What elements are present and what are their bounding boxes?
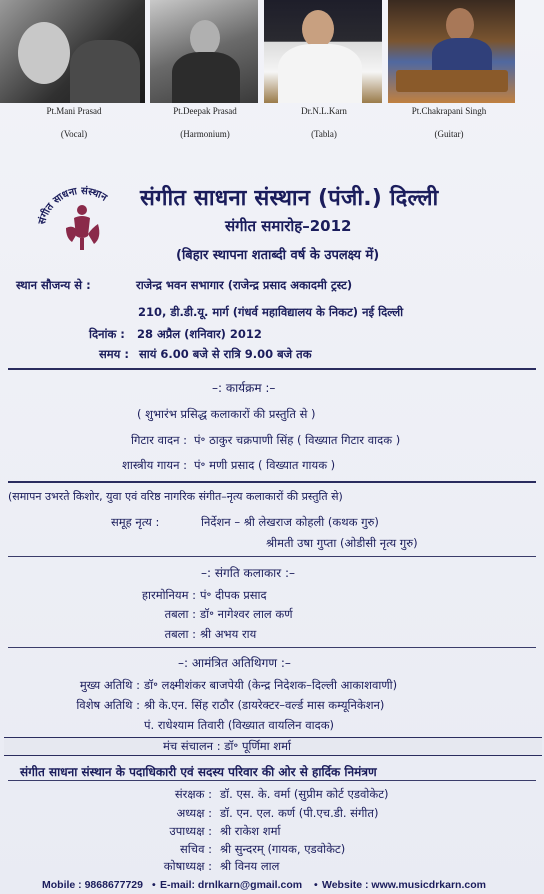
officer-label: उपाध्यक्ष : xyxy=(169,824,212,838)
contact-email[interactable]: E-mail: drnlkarn@gmail.com xyxy=(160,879,303,891)
divider xyxy=(8,481,536,483)
divider xyxy=(8,647,536,648)
guest-value: डॉ॰ लक्ष्मीशंकर बाजपेयी (केन्द्र निदेशक–दिल्ली आकाशवाणी) xyxy=(144,678,398,692)
artist-role: (Harmonium) xyxy=(180,129,230,139)
program-heading: –: कार्यक्रम :– xyxy=(212,381,276,395)
artist-name: Pt.Chakrapani Singh xyxy=(411,106,487,116)
divider xyxy=(8,780,536,781)
contact-website[interactable]: Website : www.musicdrkarn.com xyxy=(322,879,486,891)
guest-value: श्री के.एन. सिंह राठौर (डायरेक्टर–वर्ल्ड मास कम्यूनिकेशन) xyxy=(144,698,385,712)
artist-photo-deepak-prasad xyxy=(150,0,258,103)
artist-role: (Guitar) xyxy=(434,129,464,139)
institute-title: संगीत साधना संस्थान (पंजी.) दिल्ली xyxy=(140,186,439,211)
officer-value: डॉ. एन. एल. कर्ण (पी.एच.डी. संगीत) xyxy=(220,806,379,820)
event-date: 28 अप्रैल (शनिवार) 2012 xyxy=(137,327,262,341)
separator: • xyxy=(314,879,318,891)
artist-photo-mani-prasad xyxy=(0,0,145,103)
artist-name: Pt.Mani Prasad xyxy=(46,106,102,116)
accompanist-label: तबला : xyxy=(164,607,196,621)
program-item-value: पं॰ ठाकुर चक्रपाणी सिंह ( विख्यात गिटार वादक ) xyxy=(194,433,401,447)
accompanist-label: हारमोनियम : xyxy=(141,588,196,602)
contact-mobile: Mobile : 9868677729 xyxy=(42,879,143,891)
artist-name: Dr.N.L.Karn xyxy=(301,106,347,116)
event-occasion: (बिहार स्थापना शताब्दी वर्ष के उपलक्ष्य में) xyxy=(176,248,380,263)
artist-photo-chakrapani-singh xyxy=(388,0,515,103)
venue-label: स्थान सौजन्य से : xyxy=(16,278,91,292)
guest-label: मुख्य अतिथि : xyxy=(79,678,140,692)
accompanist-value: डॉ॰ नागेश्वर लाल कर्ण xyxy=(200,607,293,621)
officer-label: सचिव : xyxy=(180,842,212,856)
separator: • xyxy=(152,879,156,891)
officer-value: श्री सुन्दरम् (गायक, एडवोकेट) xyxy=(220,842,346,856)
institute-emblem-logo xyxy=(30,184,134,254)
officer-value: श्री विनय लाल xyxy=(220,859,280,873)
program-item-label: शास्त्रीय गायन : xyxy=(122,458,187,472)
divider xyxy=(8,556,536,557)
artist-photos xyxy=(0,0,544,104)
invitation-line: संगीत साधना संस्थान के पदाधिकारी एवं सदस्य परिवार की ओर से हार्दिक निमंत्रण xyxy=(20,765,377,779)
guests-heading: –: आमंत्रित अतिथिगण :– xyxy=(178,656,291,670)
artist-role: (Vocal) xyxy=(60,129,88,139)
officer-label: अध्यक्ष : xyxy=(176,806,212,820)
program-closing: (समापन उभरते किशोर, युवा एवं वरिष्ठ नागरिक संगीत–नृत्य कलाकारों की प्रस्तुति से) xyxy=(8,490,343,503)
guest-value: पं. राधेश्याम तिवारी (विख्यात वायलिन वादक) xyxy=(144,718,335,732)
program-item-label: गिटार वादन : xyxy=(131,433,187,447)
date-label: दिनांक : xyxy=(89,327,125,341)
program-intro: ( शुभारंभ प्रसिद्ध कलाकारों की प्रस्तुति से ) xyxy=(137,407,316,421)
accompanist-value: श्री अभय राय xyxy=(200,627,257,641)
accompanist-value: पं॰ दीपक प्रसाद xyxy=(200,588,267,602)
group-dance-line2: श्रीमती उषा गुप्ता (ओडीसी नृत्य गुरु) xyxy=(266,536,418,550)
accompanists-heading: –: संगति कलाकार :– xyxy=(201,566,296,580)
artist-photo-nl-karn xyxy=(264,0,382,103)
program-item-value: पं॰ मणी प्रसाद ( विख्यात गायक ) xyxy=(194,458,336,472)
venue-line1: राजेन्द्र भवन सभागार (राजेन्द्र प्रसाद अकादमी ट्रस्ट) xyxy=(136,278,353,292)
artist-role: (Tabla) xyxy=(311,129,337,139)
guest-label: विशेष अतिथि : xyxy=(76,698,140,712)
time-label: समय : xyxy=(99,347,129,361)
venue-line2: 210, डी.डी.यू. मार्ग (गंधर्व महाविद्यालय के निकट) नई दिल्ली xyxy=(138,305,404,319)
event-time: सायं 6.00 बजे से रात्रि 9.00 बजे तक xyxy=(139,347,312,361)
svg-text:संगीत साधना संस्थान: संगीत साधना संस्थान xyxy=(36,185,109,226)
officer-label: कोषाध्यक्ष : xyxy=(163,859,212,873)
group-dance-label: समूह नृत्य : xyxy=(111,515,160,529)
artist-name: Pt.Deepak Prasad xyxy=(173,106,237,116)
event-subtitle: संगीत समारोह–2012 xyxy=(225,217,352,235)
contact-footer xyxy=(0,874,544,894)
accompanist-label: तबला : xyxy=(164,627,196,641)
officer-value: डॉ. एस. के. वर्मा (सुप्रीम कोर्ट एडवोकेट) xyxy=(220,787,389,801)
officer-label: संरक्षक : xyxy=(174,787,212,801)
stage-host: मंच संचालन : डॉ॰ पूर्णिमा शर्मा xyxy=(163,739,291,753)
officer-value: श्री राकेश शर्मा xyxy=(220,824,281,838)
divider xyxy=(8,368,536,370)
group-dance-line1: निर्देशन – श्री लेखराज कोहली (कथक गुरु) xyxy=(201,515,379,529)
